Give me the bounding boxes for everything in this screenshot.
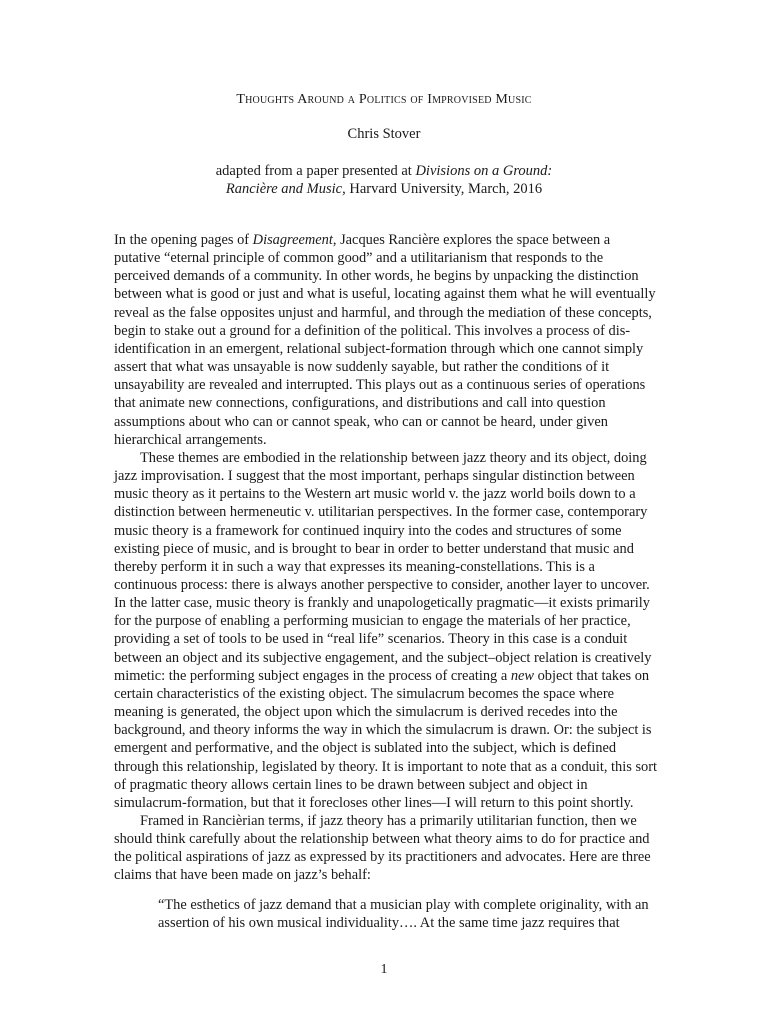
block-quote: “The esthetics of jazz demand that a musician play with complete originality, with an assertion of his own musical individuality…. At the same time jazz requires that xyxy=(158,897,649,932)
source-note-venue-1: Divisions on a Ground: xyxy=(415,163,553,179)
page-title: Thoughts Around a Politics of Improvised Music xyxy=(236,92,532,107)
source-note-suffix: , Harvard University, March, 2016 xyxy=(342,181,543,197)
emphasis-new: new xyxy=(510,667,534,684)
source-note-venue-2: Rancière and Music xyxy=(225,181,343,197)
paragraph-3: Framed in Rancièrian terms, if jazz theory has a primarily utilitarian function, then we should think carefully about the relationship between what theory aims to do for practice and the political aspirations of jazz as expressed by its practitioners and advocates. Here are three claims that have been made on jazz’s behalf: xyxy=(114,813,651,884)
source-note-prefix: adapted from a paper presented at xyxy=(215,163,416,179)
paragraph-1 xyxy=(114,231,660,449)
body-text xyxy=(114,231,660,885)
page-number: 1 xyxy=(380,962,388,977)
paragraph-2 xyxy=(114,449,660,812)
source-note xyxy=(0,162,768,198)
paragraph-1-rest: , Jacques Rancière explores the space between a putative “eternal principle of common good” and a utilitarianism that responds to the perceived demands of a community. In other words, he begins by unpacking the distinction between what is good or just and what is useful, locating against them what he will eventually reveal as the false opposites unjust and harmful, and through the mediation of these concepts, begin to stake out a ground for a definition of the political. This involves a process of dis-identification in an emergent, relational subject-formation through which one cannot simply assert that what was unsayable is now suddenly sayable, but rather the conditions of it unsayability are revealed and interrupted. This plays out as a continuous series of operations that animate new connections, configurations, and distributions and call into question assumptions about who can or cannot speak, who can or cannot be heard, under given hierarchical arrangements. xyxy=(114,232,656,448)
paragraph-1-prefix: In the opening pages of xyxy=(114,232,253,248)
paragraph-2-rest: object that takes on certain characteristics of the existing object. The simulacrum becomes the space where meaning is generated, the object upon which the simulacrum is derived recedes into the background, and theory informs the way in which the simulacrum is drawn. Or: the subject is emergent and performative, and the object is sublated into the subject, which is defined through this relationship, legislated by theory. It is important to note that as a conduit, this sort of pragmatic theory allows certain lines to be drawn between subject and object in simulacrum-formation, but that it forecloses other lines—I will return to this point shortly. xyxy=(114,667,658,811)
author-name: Chris Stover xyxy=(347,126,421,142)
book-title-disagreement: Disagreement xyxy=(252,232,333,248)
paragraph-2-prefix: These themes are embodied in the relationship between jazz theory and its object, doing jazz improvisation. I suggest that the most important, perhaps singular distinction between music theory as it pertains to the Western art music world v. the jazz world boils down to a distinction between hermeneutic v. utilitarian perspectives. In the former case, contemporary music theory is a framework for continued inquiry into the codes and structures of some existing piece of music, and is brought to bear in order to better understand that music and thereby perform it in such a way that expresses its meaning-constellations. This is a continuous process: there is always another perspective to consider, another layer to uncover. In the latter case, music theory is frankly and unapologetically pragmatic—it exists primarily for the purpose of enabling a performing musician to engage the materials of her practice, providing a set of tools to be used in “real life” scenarios. Theory in this case is a conduit between an object and its subjective engagement, and the subject–object relation is creatively mimetic: the performing subject engages in the process of creating a xyxy=(114,449,652,684)
